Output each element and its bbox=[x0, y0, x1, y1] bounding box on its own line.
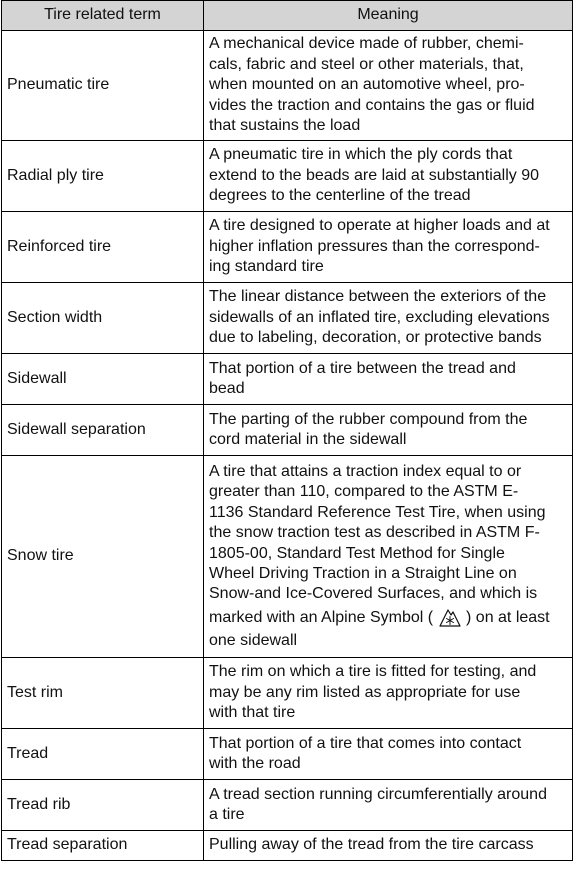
meaning-line: 1805-00, Standard Test Method for Single bbox=[209, 544, 505, 562]
meaning-line: a tire bbox=[209, 806, 245, 823]
meaning-line: one sidewall bbox=[209, 631, 298, 649]
meaning-line: when mounted on an automotive wheel, pro- bbox=[209, 76, 525, 94]
meaning-cell bbox=[204, 456, 573, 658]
meaning-cell bbox=[204, 780, 573, 831]
meaning-cell bbox=[204, 31, 573, 141]
meaning-line: vides the traction and contains the gas or fluid bbox=[209, 96, 535, 114]
table-header-row bbox=[2, 1, 573, 31]
meaning-line: Wheel Driving Traction in a Straight Line on bbox=[209, 564, 517, 582]
meaning-line: A tire that attains a traction index equal to or bbox=[209, 462, 522, 480]
table-row bbox=[2, 405, 573, 456]
meaning-line: A pneumatic tire in which the ply cords that bbox=[209, 146, 513, 164]
term-cell: Radial ply tire bbox=[2, 141, 204, 212]
meaning-line: The rim on which a tire is fitted for testing, and bbox=[209, 663, 537, 681]
meaning-line: A tire designed to operate at higher loads and at bbox=[209, 217, 550, 235]
meaning-line: greater than 110, compared to the ASTM E- bbox=[209, 483, 519, 501]
meaning-cell bbox=[204, 212, 573, 283]
term-cell: Sidewall bbox=[2, 354, 204, 405]
meaning-line: ing standard tire bbox=[209, 258, 324, 276]
meaning-line: that sustains the load bbox=[209, 117, 361, 135]
term-cell: Sidewall separation bbox=[2, 405, 204, 456]
term-cell: Tread rib bbox=[2, 780, 204, 831]
meaning-line-with-symbol bbox=[209, 605, 567, 631]
meaning-line: sidewalls of an inflated tire, excluding elevations bbox=[209, 308, 550, 326]
symbol-line-before: marked with an Alpine Symbol ( bbox=[209, 608, 434, 626]
meaning-line: That portion of a tire that comes into contact bbox=[209, 734, 522, 752]
meaning-line: That portion of a tire between the tread and bbox=[209, 359, 516, 377]
meaning-cell bbox=[204, 729, 573, 780]
symbol-line-after: ) on at least bbox=[466, 608, 550, 626]
meaning-line: degrees to the centerline of the tread bbox=[209, 187, 471, 205]
header-meaning: Meaning bbox=[204, 1, 573, 31]
term-cell: Test rim bbox=[2, 658, 204, 729]
meaning-cell bbox=[204, 831, 573, 861]
table-row bbox=[2, 283, 573, 354]
meaning-line: cals, fabric and steel or other materials, that, bbox=[209, 55, 524, 73]
header-term: Tire related term bbox=[2, 1, 204, 31]
term-cell: Pneumatic tire bbox=[2, 31, 204, 141]
meaning-line: A tread section running circumferentially around bbox=[209, 785, 547, 803]
meaning-line: The linear distance between the exteriors of the bbox=[209, 288, 547, 306]
meaning-line: the snow traction test as described in ASTM F- bbox=[209, 524, 540, 542]
meaning-line: Snow-and Ice-Covered Surfaces, and which is bbox=[209, 585, 538, 603]
meaning-cell bbox=[204, 283, 573, 354]
meaning-line: may be any rim listed as appropriate for use bbox=[209, 683, 521, 701]
term-cell: Snow tire bbox=[2, 456, 204, 658]
table-row bbox=[2, 831, 573, 861]
meaning-line: Pulling away of the tread from the tire carcass bbox=[209, 836, 534, 854]
meaning-cell bbox=[204, 354, 573, 405]
term-cell: Tread bbox=[2, 729, 204, 780]
meaning-cell bbox=[204, 658, 573, 729]
tire-terms-table bbox=[1, 0, 573, 861]
meaning-line: cord material in the sidewall bbox=[209, 431, 407, 448]
table-row bbox=[2, 780, 573, 831]
table-row bbox=[2, 658, 573, 729]
meaning-line: due to labeling, decoration, or protective bands bbox=[209, 329, 542, 347]
meaning-line: bead bbox=[209, 380, 245, 397]
meaning-line: with that tire bbox=[209, 704, 296, 722]
term-cell: Tread separation bbox=[2, 831, 204, 861]
meaning-line: extend to the beads are laid at substantially 90 bbox=[209, 166, 539, 184]
meaning-cell bbox=[204, 141, 573, 212]
term-cell: Reinforced tire bbox=[2, 212, 204, 283]
meaning-line: 1136 Standard Reference Test Tire, when using bbox=[209, 503, 546, 521]
table-row bbox=[2, 31, 573, 141]
meaning-line: with the road bbox=[209, 755, 301, 772]
meaning-cell bbox=[204, 405, 573, 456]
table-row bbox=[2, 456, 573, 658]
meaning-line: A mechanical device made of rubber, chemi- bbox=[209, 35, 524, 53]
table-row bbox=[2, 354, 573, 405]
term-cell: Section width bbox=[2, 283, 204, 354]
meaning-line: higher inflation pressures than the correspond- bbox=[209, 237, 540, 255]
table-row bbox=[2, 729, 573, 780]
meaning-line: The parting of the rubber compound from the bbox=[209, 410, 528, 428]
alpine-snowflake-mountain-icon bbox=[438, 606, 462, 628]
table-row bbox=[2, 141, 573, 212]
table-row bbox=[2, 212, 573, 283]
